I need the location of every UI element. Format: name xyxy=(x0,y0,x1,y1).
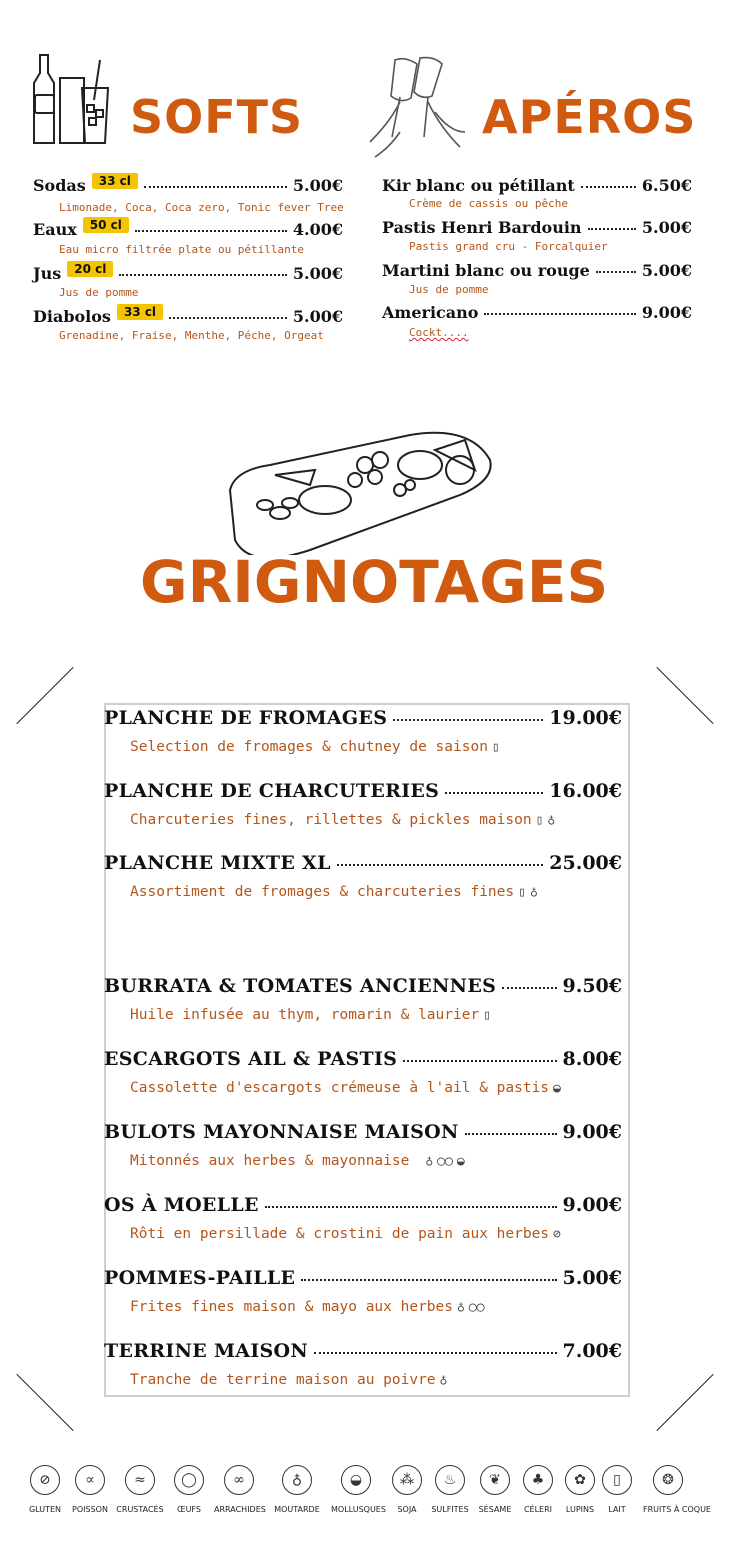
sesame-icon: ❦ xyxy=(480,1465,510,1495)
list-item: Martini blanc ou rouge 5.00€ xyxy=(382,261,692,280)
item-desc: Tranche de terrine maison au poivre ♁ xyxy=(130,1372,448,1388)
allergen-lait: ▯ LAIT xyxy=(592,1465,642,1514)
mustard-icon: ♁ xyxy=(282,1465,312,1495)
sulfites-icon: ♨ xyxy=(435,1465,465,1495)
allergen-oeufs: ◯ ŒUFS xyxy=(164,1465,214,1514)
mustard-icon: ♁ xyxy=(457,1300,465,1315)
drink-desc: Cockt.... xyxy=(409,326,469,339)
egg-icon: ◯ xyxy=(174,1465,204,1495)
soy-icon: ⁂ xyxy=(392,1465,422,1495)
mustard-icon: ♁ xyxy=(439,1373,448,1388)
drink-desc: Eau micro filtrée plate ou pétillante xyxy=(59,243,305,256)
table-row: PLANCHE DE CHARCUTERIES 16.00€ xyxy=(104,780,622,802)
allergen-crustaces: ≈ CRUSTACÉS xyxy=(115,1465,165,1514)
allergen-soja: ⁂ SOJA xyxy=(382,1465,432,1514)
list-item: Americano 9.00€ xyxy=(382,303,692,322)
nuts-icon: ❂ xyxy=(653,1465,683,1495)
list-item: Kir blanc ou pétillant 6.50€ xyxy=(382,176,692,195)
list-item: Pastis Henri Bardouin 5.00€ xyxy=(382,218,692,237)
item-desc: Rôti en persillade & crostini de pain aux herbes ⊘ xyxy=(130,1226,561,1242)
grignotages-title: GRIGNOTAGES xyxy=(140,548,609,616)
milk-icon: ▯ xyxy=(518,885,526,900)
aperos-title: APÉROS xyxy=(482,90,697,144)
mustard-icon: ♁ xyxy=(529,885,538,900)
table-row: POMMES-PAILLE 5.00€ xyxy=(104,1267,622,1289)
item-desc: Frites fines maison & mayo aux herbes ♁ ◯◯ xyxy=(130,1299,485,1315)
item-desc: Selection de fromages & chutney de saison ▯ xyxy=(130,739,500,755)
platter-illustration-icon xyxy=(225,425,495,555)
item-desc: Mitonnés aux herbes & mayonnaise ♁ ◯◯ ◒ xyxy=(130,1153,465,1169)
drink-desc: Limonade, Coca, Coca zero, Tonic fever Tree xyxy=(59,201,344,214)
table-row: ESCARGOTS AIL & PASTIS 8.00€ xyxy=(104,1048,622,1070)
drink-desc: Pastis grand cru - Forcalquier xyxy=(409,240,608,253)
item-desc: Assortiment de fromages & charcuteries fines ▯ ♁ xyxy=(130,884,538,900)
allergen-lupins: ✿ LUPINS xyxy=(555,1465,605,1514)
volume-badge: 50 cl xyxy=(83,217,129,233)
milk-icon: ▯ xyxy=(491,740,500,755)
shell-icon: ◒ xyxy=(553,1081,561,1096)
milk-icon: ▯ xyxy=(602,1465,632,1495)
mustard-icon: ♁ xyxy=(425,1154,434,1169)
shell-icon: ◒ xyxy=(341,1465,371,1495)
item-desc: Huile infusée au thym, romarin & laurier ▯ xyxy=(130,1007,492,1023)
drinks-illustration-icon xyxy=(30,50,120,150)
corner-decoration xyxy=(656,667,713,724)
lupin-icon: ✿ xyxy=(565,1465,595,1495)
volume-badge: 33 cl xyxy=(92,173,138,189)
allergen-sesame: ❦ SÉSAME xyxy=(470,1465,520,1514)
allergen-poisson: ∝ POISSON xyxy=(65,1465,115,1514)
softs-title: SOFTS xyxy=(130,90,304,144)
list-item: Diabolos 33 cl 5.00€ xyxy=(33,305,343,326)
item-desc: Cassolette d'escargots crémeuse à l'ail & pastis ◒ xyxy=(130,1080,561,1096)
item-desc: Charcuteries fines, rillettes & pickles maison ▯ ♁ xyxy=(130,812,556,828)
mustard-icon: ♁ xyxy=(547,813,556,828)
drink-desc: Jus de pomme xyxy=(409,283,489,296)
drink-desc: Jus de pomme xyxy=(59,286,139,299)
corner-decoration xyxy=(16,667,73,724)
egg-icon: ◯◯ xyxy=(437,1154,453,1169)
corner-decoration xyxy=(656,1374,713,1431)
shell-icon: ◒ xyxy=(456,1154,465,1169)
table-row: BURRATA & TOMATES ANCIENNES 9.50€ xyxy=(104,975,622,997)
table-row: PLANCHE DE FROMAGES 19.00€ xyxy=(104,707,622,729)
gluten-icon: ⊘ xyxy=(30,1465,60,1495)
egg-icon: ◯◯ xyxy=(468,1300,485,1315)
table-row: TERRINE MAISON 7.00€ xyxy=(104,1340,622,1362)
shrimp-icon: ≈ xyxy=(125,1465,155,1495)
corner-decoration xyxy=(16,1374,73,1431)
allergen-mollusques: ◒ MOLLUSQUES xyxy=(331,1465,381,1514)
drink-desc: Grenadine, Fraise, Menthe, Péche, Orgeat xyxy=(59,329,324,342)
toasting-glasses-icon xyxy=(360,52,480,162)
list-item: Sodas 33 cl 5.00€ xyxy=(33,174,343,195)
peanut-icon: ∞ xyxy=(224,1465,254,1495)
volume-badge: 20 cl xyxy=(67,261,113,277)
milk-icon: ▯ xyxy=(483,1008,492,1023)
allergen-moutarde: ♁ MOUTARDE xyxy=(272,1465,322,1514)
volume-badge: 33 cl xyxy=(117,304,163,320)
drink-desc: Crème de cassis ou pêche xyxy=(409,197,568,210)
celery-icon: ♣ xyxy=(523,1465,553,1495)
table-row: PLANCHE MIXTE XL 25.00€ xyxy=(104,852,622,874)
fish-icon: ∝ xyxy=(75,1465,105,1495)
allergen-sulfites: ♨ SULFITES xyxy=(425,1465,475,1514)
milk-icon: ▯ xyxy=(535,813,544,828)
allergen-gluten: ⊘ GLUTEN xyxy=(20,1465,70,1514)
allergen-celeri: ♣ CÉLERI xyxy=(513,1465,563,1514)
allergen-arrachides: ∞ ARRACHIDES xyxy=(214,1465,264,1514)
list-item: Jus 20 cl 5.00€ xyxy=(33,262,343,283)
list-item: Eaux 50 cl 4.00€ xyxy=(33,218,343,239)
table-row: OS À MOELLE 9.00€ xyxy=(104,1194,622,1216)
table-row: BULOTS MAYONNAISE MAISON 9.00€ xyxy=(104,1121,622,1143)
gluten-icon: ⊘ xyxy=(553,1227,561,1242)
allergen-fruits-a-coque: ❂ FRUITS À COQUE xyxy=(643,1465,693,1514)
